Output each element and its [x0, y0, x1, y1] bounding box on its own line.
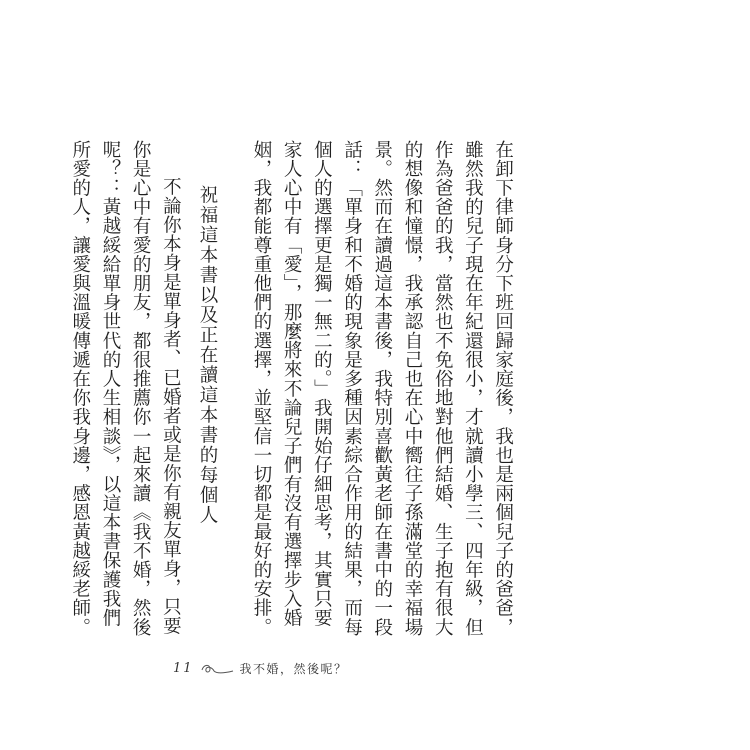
- page-number: 11: [173, 661, 194, 676]
- blessing-line: 祝福這本書以及正在讀這本書的每個人: [197, 185, 218, 525]
- paragraph-1: 在卸下律師身分下班回歸家庭後，我也是兩個兒子的爸爸，雖然我的兒子現在年紀還很小，才就讀小學三、四年級，但作為爸爸的我，當然也不免俗地對他們結婚、生子抱有很大的想像和憧憬，我承認自己也在心中嚮往子孫滿堂的幸福場景。然而在讀過這本書後，我特別喜歡黃老師在書中的一段話：「單身和不婚的現象是多種因素綜合作用的結果，而每個人的選擇更是獨一無二的。」我開始仔細思考，其實只要家人心中有「愛」，那麼將來不論兒子們有沒有選擇步入婚姻，我都能尊重他們的選擇，並堅信一切都是最好的安排。: [250, 140, 514, 637]
- book-title: 我不婚，然後呢？: [239, 662, 348, 676]
- paragraph-2: 不論你本身是單身者、已婚者或是你有親友單身，只要你是心中有愛的朋友，都很推薦你一起來讀《我不婚，然後呢？：黃越綏給單身世代的人生相談》，以這本書保護我們所愛的人，讓愛與溫暖傳遞在你我身邊，感恩黃越綏老師。: [69, 140, 182, 637]
- page-footer: [173, 660, 348, 677]
- body-text: [4, 140, 578, 640]
- swirl-ornament-icon: [200, 663, 234, 675]
